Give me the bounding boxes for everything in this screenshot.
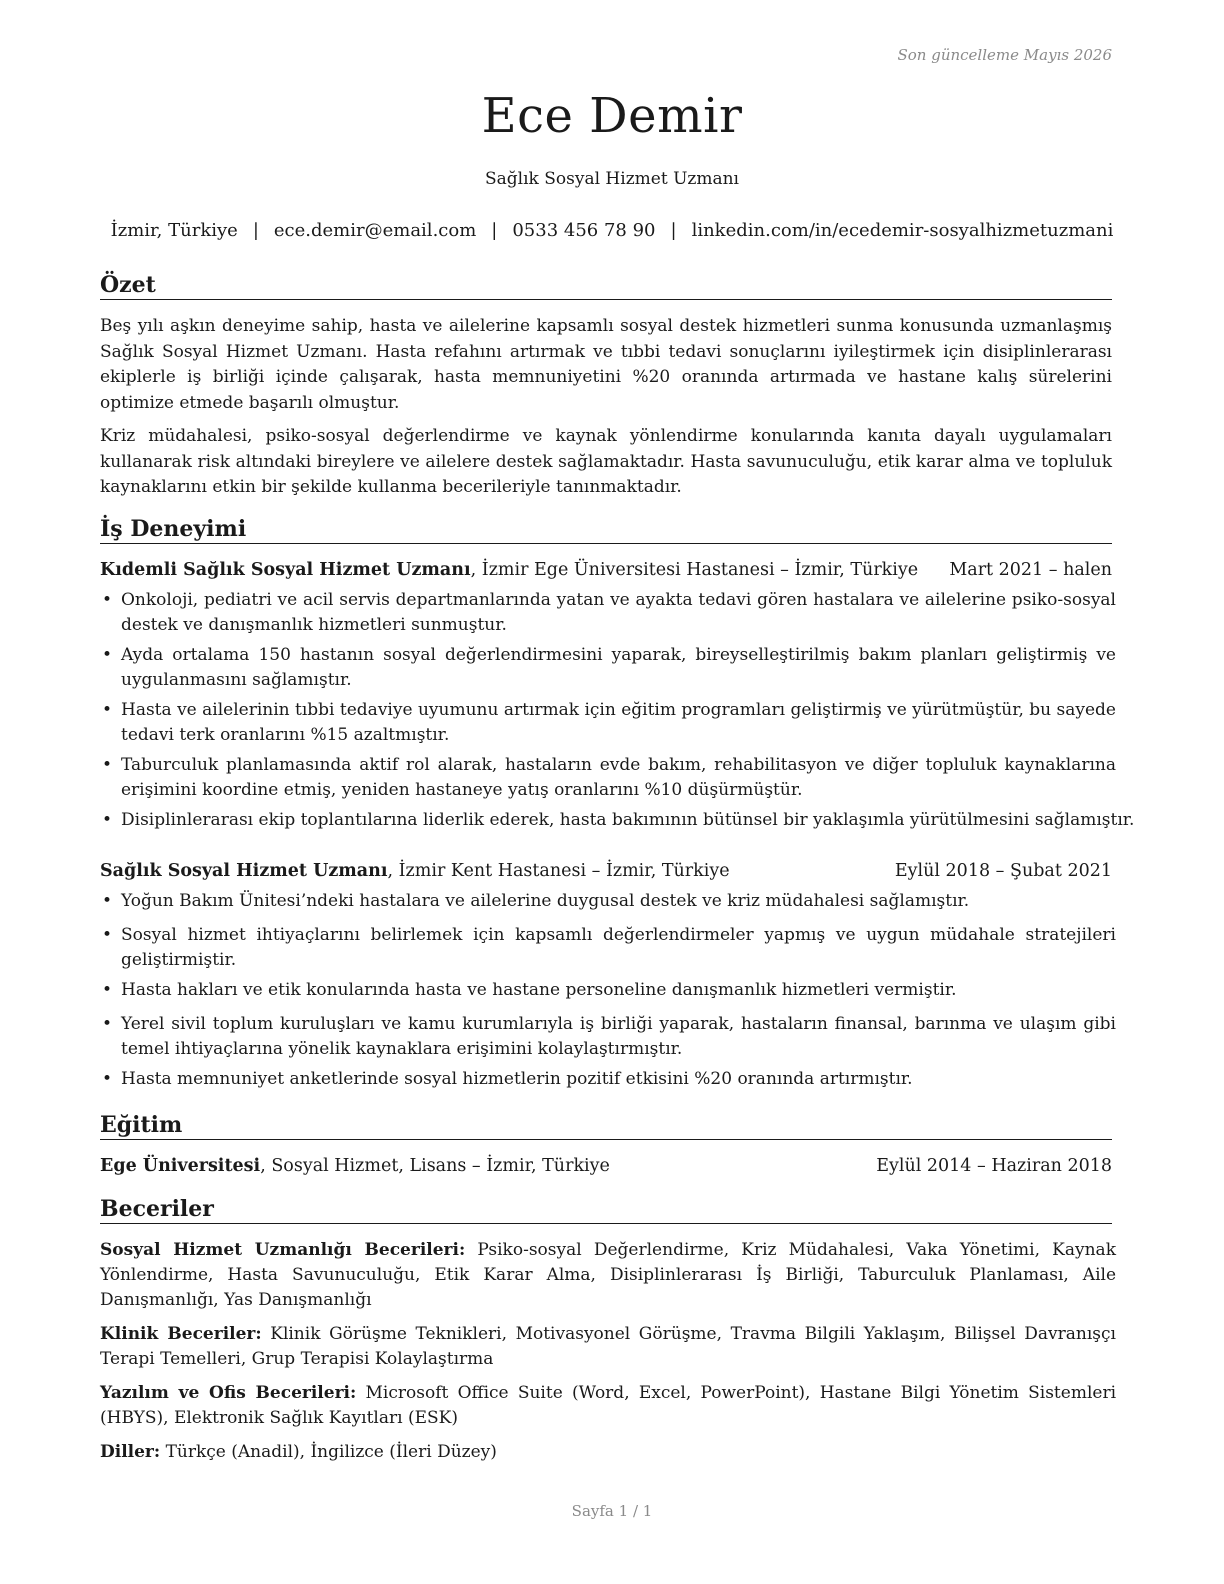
skill-group [100,1440,1116,1465]
summary-paragraph: Kriz müdahalesi, psiko-sosyal değerlendirme ve kaynak yönlendirme konularında kanıta dayalı uygulamaları kullanarak risk altındaki bireylere ve ailelere destek sağlamaktadır. Hasta savunuculuğu, etik karar alma ve topluluk kaynaklarını etkin bir şekilde kullanma becerileriyle tanınmaktadır. [100,426,1112,497]
skill-group [100,1381,1116,1431]
skill-text: Psiko-sosyal Değerlendirme, Kriz Müdahalesi, Vaka Yönetimi, Kaynak Yönlendirme, Hasta Savunuculuğu, Etik Karar Alma, Disiplinlerarası İş Birliği, Taburculuk Planlaması, Aile Danışmanlığı, Yas Danışmanlığı [100,1240,1116,1310]
contact-separator: | [491,220,498,241]
skill-text: Türkçe (Anadil), İngilizce (İleri Düzey) [160,1442,497,1462]
page-number: Sayfa 1 / 1 [571,1502,653,1520]
skill-group [100,1322,1116,1372]
contact-separator: | [252,220,259,241]
list-item: • Taburculuk planlamasında aktif rol alarak, hastaların evde bakım, rehabilitasyon ve diğer topluluk kaynaklarına erişimini koordine etmiş, yeniden hastaneye yatış oranlarını %10 düşürmüştür. [100,753,1116,803]
contact-phone: 0533 456 78 90 [512,220,656,241]
contact-linkedin[interactable]: linkedin.com/in/ecedemir-sosyalhizmetuzmani [691,220,1114,241]
section-heading-experience: İş Deneyimi [100,516,1112,544]
list-item: • Onkoloji, pediatri ve acil servis departmanlarında yatan ve ayakta tedavi gören hastalara ve ailelerine psiko-sosyal destek ve danışmanlık hizmetleri sunmuştur. [100,588,1116,638]
list-item: • Yoğun Bakım Ünitesi’ndeki hastalara ve ailelerine duygusal destek ve kriz müdahalesi sağlamıştır. [100,889,1116,914]
summary-paragraph: Beş yılı aşkın deneyime sahip, hasta ve ailelerine kapsamlı sosyal destek hizmetleri sunma konusunda uzmanlaşmış Sağlık Sosyal Hizmet Uzmanı. Hasta refahını artırmak ve tıbbi tedavi sonuçlarını iyileştirmek için disiplinlerarası ekiplerle iş birliği içinde çalışarak, hasta memnuniyetini %20 oranında artırmada ve hastane kalış sürelerini optimize etmede başarılı olmuştur. [100,316,1112,413]
section-heading-skills: Beceriler [100,1196,1112,1224]
contact-separator: | [670,220,677,241]
job-dates: Eylül 2018 – Şubat 2021 [894,861,1112,881]
education-school-detail [100,1154,610,1178]
job-title-org [100,859,730,883]
list-item: • Hasta ve ailelerinin tıbbi tedaviye uyumunu artırmak için eğitim programları geliştirmiş ve yürütmüştür, bu sayede tedavi terk oranlarını %15 azaltmıştır. [100,698,1116,748]
job-header [100,859,1112,883]
education-detail: , Sosyal Hizmet, Lisans – İzmir, Türkiye [260,1156,610,1176]
list-item: • Hasta memnuniyet anketlerinde sosyal hizmetlerin pozitif etkisini %20 oranında artırmıştır. [100,1067,1116,1092]
skill-text: Microsoft Office Suite (Word, Excel, PowerPoint), Hastane Bilgi Yönetim Sistemleri (HBYS), Elektronik Sağlık Kayıtları (ESK) [100,1383,1117,1428]
job-bullets [100,588,1135,833]
job-org: , İzmir Ege Üniversitesi Hastanesi – İzmir, Türkiye [470,560,919,580]
skill-text: Klinik Görüşme Teknikleri, Motivasyonel Görüşme, Travma Bilgili Yaklaşım, Bilişsel Davranışçı Terapi Temelleri, Grup Terapisi Kolaylaştırma [100,1324,1116,1369]
section-heading-education: Eğitim [100,1112,1112,1140]
resume-title: Sağlık Sosyal Hizmet Uzmanı [485,169,739,189]
skill-label: Klinik Beceriler: [100,1324,262,1344]
skill-label: Sosyal Hizmet Uzmanlığı Becerileri: [100,1240,466,1260]
list-item: • Disiplinlerarası ekip toplantılarına liderlik ederek, hasta bakımının bütünsel bir yaklaşımla yürütülmesini sağlamıştır. [100,808,1116,833]
education-school: Ege Üniversitesi [100,1156,261,1176]
resume-name: Ece Demir [481,88,743,144]
list-item: • Sosyal hizmet ihtiyaçlarını belirlemek için kapsamlı değerlendirmeler yapmış ve uygun müdahale stratejileri geliştirmiştir. [100,923,1116,973]
skill-label: Diller: [100,1442,161,1462]
skill-label: Yazılım ve Ofis Becerileri: [100,1383,357,1403]
job-dates: Mart 2021 – halen [949,560,1112,580]
job-role: Sağlık Sosyal Hizmet Uzmanı [100,861,388,881]
job-org: , İzmir Kent Hastanesi – İzmir, Türkiye [387,861,730,881]
list-item: • Ayda ortalama 150 hastanın sosyal değerlendirmesini yaparak, bireyselleştirilmiş bakım planları geliştirmiş ve uygulanmasını sağlamıştır. [100,643,1116,693]
job-title-org [100,558,918,582]
list-item: • Yerel sivil toplum kuruluşları ve kamu kurumlarıyla iş birliği yaparak, hastaların finansal, barınma ve ulaşım gibi temel ihtiyaçlarına yönelik kaynaklara erişimini kolaylaştırmıştır. [100,1012,1116,1062]
education-dates: Eylül 2014 – Haziran 2018 [876,1156,1112,1176]
job-role: Kıdemli Sağlık Sosyal Hizmet Uzmanı [100,560,471,580]
list-item: • Hasta hakları ve etik konularında hasta ve hastane personeline danışmanlık hizmetleri vermiştir. [100,978,1116,1003]
education-entry [100,1154,1112,1178]
section-heading-summary: Özet [100,272,1112,300]
job-bullets [100,889,1116,1092]
skill-group [100,1238,1116,1313]
last-updated: Son güncelleme Mayıs 2026 [897,46,1112,64]
contact-location: İzmir, Türkiye [110,220,238,241]
contact-email[interactable]: ece.demir@email.com [273,220,477,241]
job-header [100,558,1112,582]
contact-line [0,220,1224,241]
